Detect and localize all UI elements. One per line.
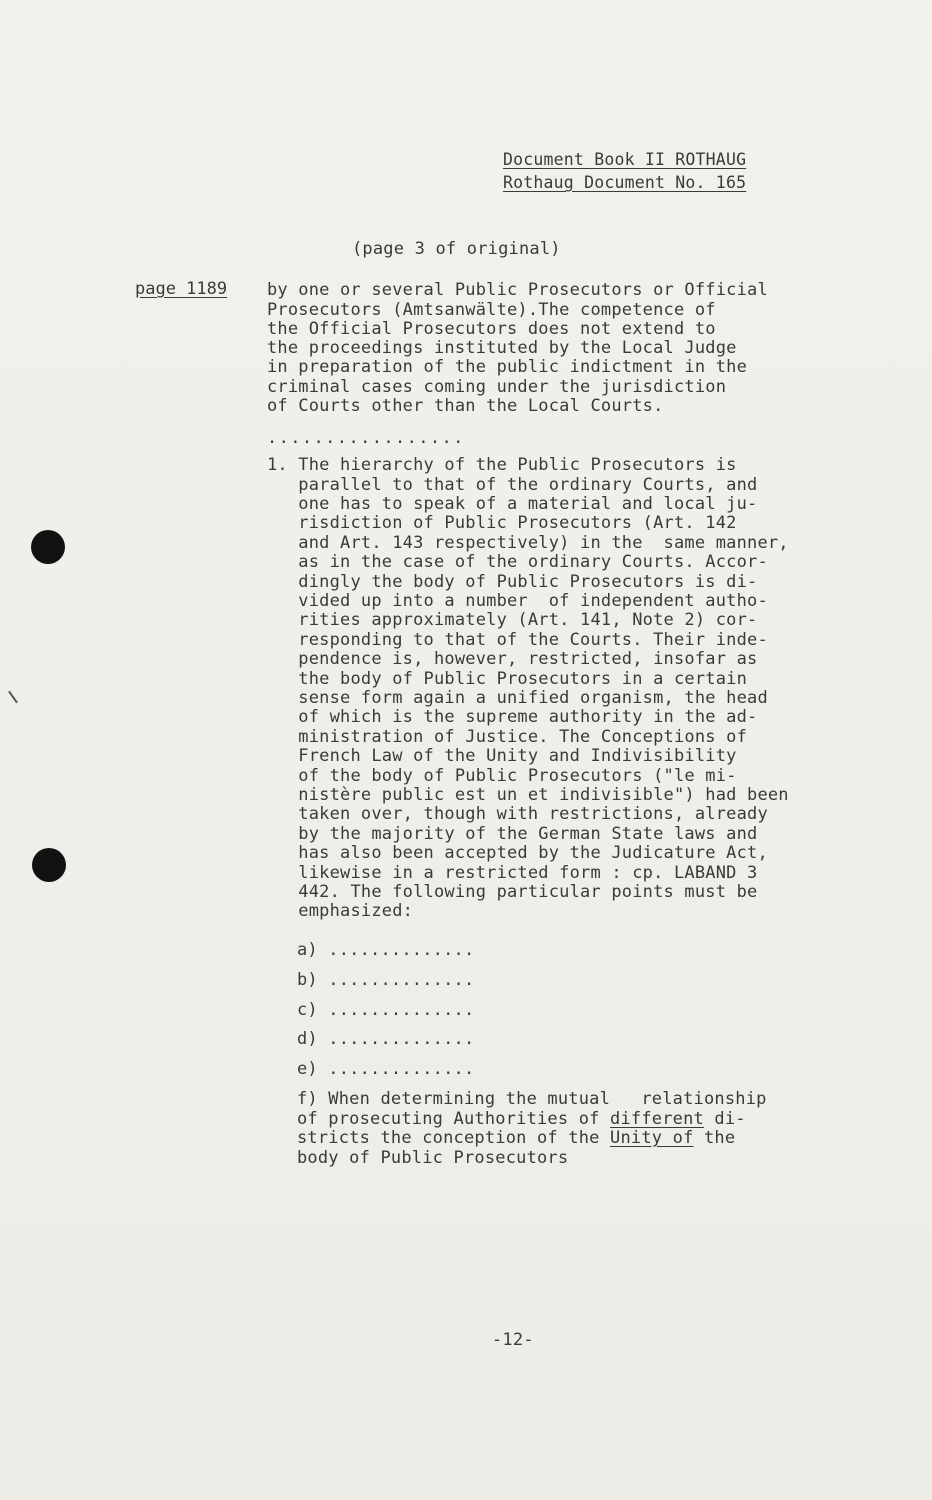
para1-line: in preparation of the public indictment in the — [267, 357, 748, 377]
para2-line: dingly the body of Public Prosecutors is di- — [267, 572, 758, 592]
para2-line: as in the case of the ordinary Courts. Accor- — [267, 552, 768, 572]
punch-hole-lower — [32, 848, 66, 882]
underlined-word: different — [610, 1109, 704, 1129]
para2-line: the body of Public Prosecutors in a certain — [267, 669, 748, 689]
para2-line: pendence is, however, restricted, insofar as — [267, 649, 758, 669]
para1-line: the proceedings instituted by the Local Judge — [267, 338, 737, 358]
para1-line: criminal cases coming under the jurisdiction — [267, 377, 727, 397]
para2-line: nistère public est un et indivisible") had been — [267, 785, 789, 805]
list-item: e) .............. — [297, 1059, 475, 1079]
list-item: c) .............. — [297, 1000, 475, 1020]
para2-line: sense form again a unified organism, the head — [267, 688, 768, 708]
page-reference: page 1189 — [135, 279, 228, 299]
page-note: (page 3 of original) — [352, 239, 561, 259]
list-item: d) .............. — [297, 1029, 475, 1049]
para3-line: body of Public Prosecutors — [297, 1148, 569, 1168]
punch-hole-upper — [31, 530, 65, 564]
para3-line: stricts the conception of the Unity of the — [297, 1128, 736, 1148]
para3-line: of prosecuting Authorities of different di- — [297, 1109, 746, 1129]
para2-line: emphasized: — [267, 901, 414, 921]
list-item: b) .............. — [297, 970, 475, 990]
underlined-phrase: Unity of — [610, 1128, 694, 1148]
para2-line: by the majority of the German State laws and — [267, 824, 758, 844]
list-item: a) .............. — [297, 940, 475, 960]
para2-line: and Art. 143 respectively) in the same manner, — [267, 533, 789, 553]
para2-line: has also been accepted by the Judicature Act, — [267, 843, 768, 863]
page-number: -12- — [492, 1330, 534, 1350]
para2-line: one has to speak of a material and local ju- — [267, 494, 758, 514]
para2-line: responding to that of the Courts. Their inde- — [267, 630, 768, 650]
para2-line: parallel to that of the ordinary Courts, and — [267, 475, 758, 495]
para1-line: of Courts other than the Local Courts. — [267, 396, 664, 416]
document-header-line2: Rothaug Document No. 165 — [503, 173, 747, 192]
document-header-line1: Document Book II ROTHAUG — [503, 150, 747, 169]
para2-line: ministration of Justice. The Conceptions of — [267, 727, 748, 747]
para1-line: by one or several Public Prosecutors or Official — [267, 280, 768, 300]
para2-line: rities approximately (Art. 141, Note 2) cor- — [267, 610, 758, 630]
para1-line: the Official Prosecutors does not extend to — [267, 319, 716, 339]
para2-line: of which is the supreme authority in the ad- — [267, 707, 758, 727]
para2-line: vided up into a number of independent autho- — [267, 591, 768, 611]
para2-line: 1. The hierarchy of the Public Prosecutors is — [267, 455, 737, 475]
para2-line: likewise in a restricted form : cp. LABAND 3 — [267, 863, 758, 883]
para2-line: taken over, though with restrictions, already — [267, 804, 768, 824]
para2-line: 442. The following particular points must be — [267, 882, 758, 902]
para2-line: French Law of the Unity and Indivisibility — [267, 746, 737, 766]
separator-dots: ................. — [267, 428, 465, 448]
margin-mark — [8, 691, 18, 704]
para3-line: f) When determining the mutual relationship — [297, 1089, 767, 1109]
para1-line: Prosecutors (Amtsanwälte).The competence of — [267, 300, 716, 320]
para2-line: of the body of Public Prosecutors ("le mi- — [267, 766, 737, 786]
para2-line: risdiction of Public Prosecutors (Art. 142 — [267, 513, 737, 533]
